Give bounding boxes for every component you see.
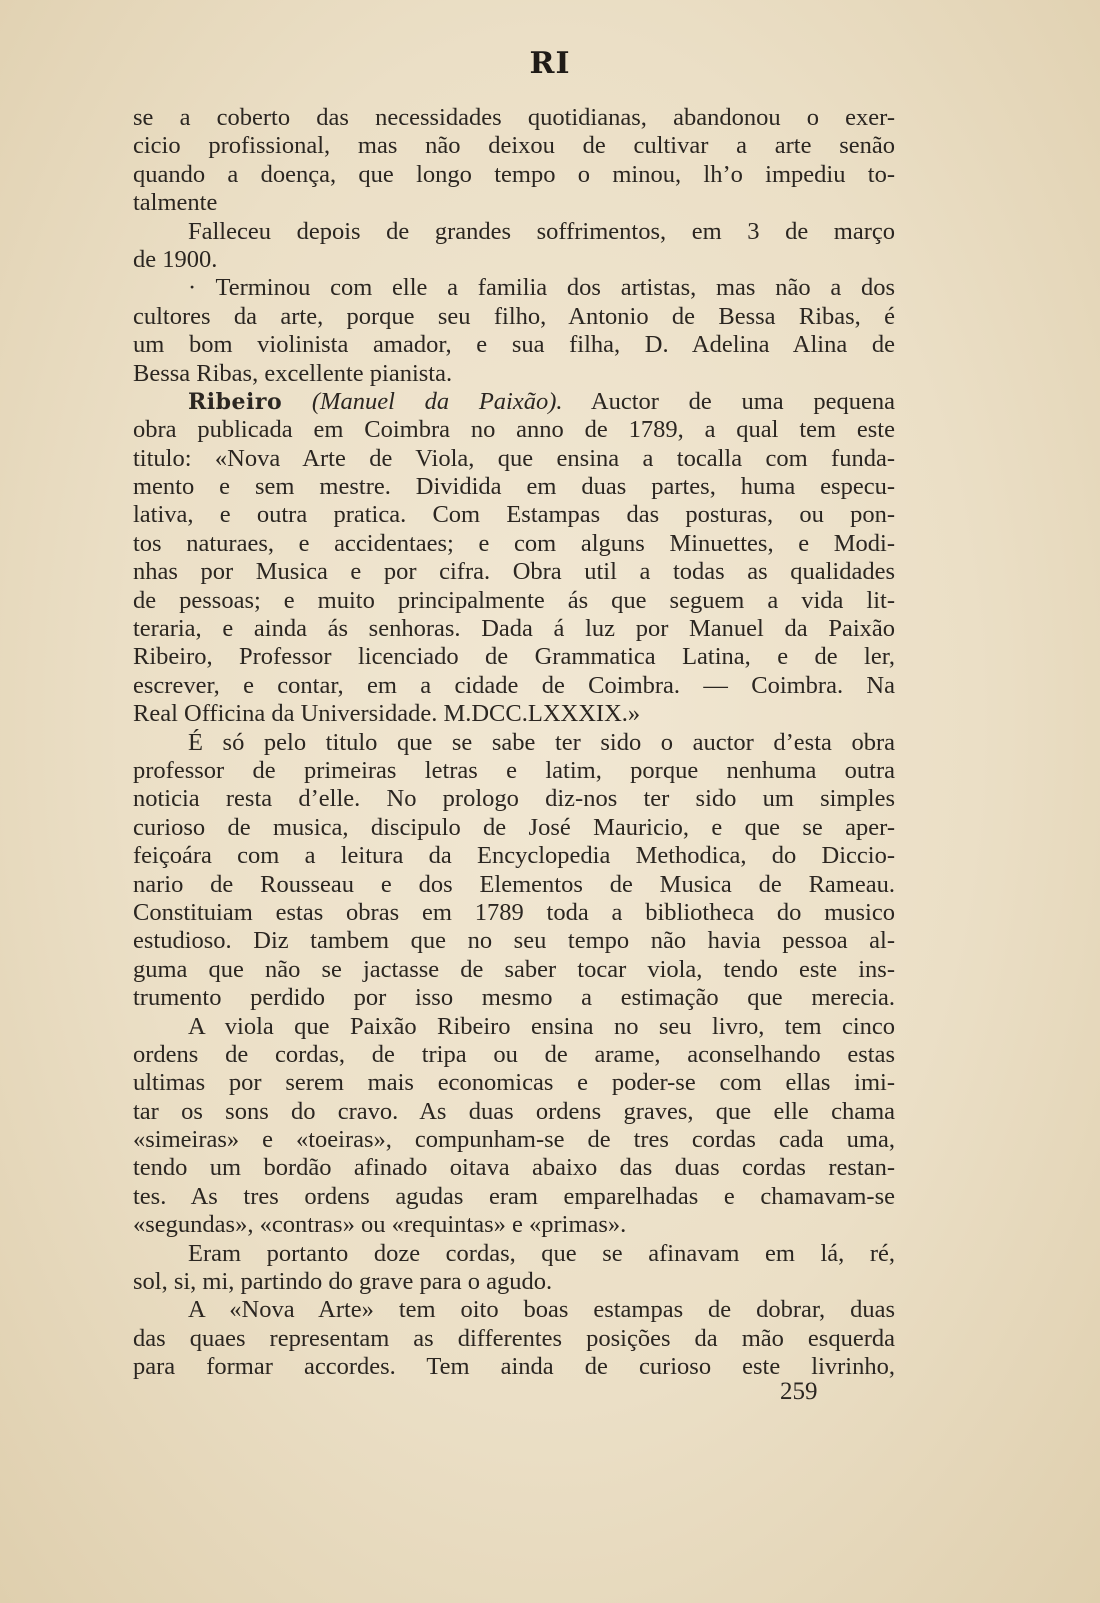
line-text: «segundas», «contras» ou «requintas» e «primas». xyxy=(133,1211,627,1239)
text-line xyxy=(133,757,895,785)
body-text xyxy=(133,104,895,1382)
text-line xyxy=(133,1325,895,1353)
line-text: teraria, e ainda ás senhoras. Dada á luz por Manuel da Paixão xyxy=(133,615,895,643)
line-text: Real Officina da Universidade. M.DCC.LXXXIX.» xyxy=(133,700,641,728)
line-text: ordens de cordas, de tripa ou de arame, aconselhando estas xyxy=(133,1040,895,1068)
line-text: de 1900. xyxy=(133,245,218,273)
line-text: trumento perdido por isso mesmo a estimação que merecia. xyxy=(133,984,895,1012)
line-text: nhas por Musica e por cifra. Obra util a todas as qualidades xyxy=(133,558,895,586)
entry-subtitle: (Manuel da Paixão). xyxy=(311,387,563,415)
line-text: se a coberto das necessidades quotidianas, abandonou o exer- xyxy=(133,104,895,131)
line-text: tes. As tres ordens agudas eram emparelhadas e chamavam-se xyxy=(133,1182,895,1210)
text-line xyxy=(133,785,895,813)
entry-headword: Ribeiro xyxy=(188,388,283,415)
line-text: escrever, e contar, em a cidade de Coimbra. — Coimbra. Na xyxy=(133,671,895,699)
text-line xyxy=(133,388,895,416)
line-text: É só pelo titulo que se sabe ter sido o auctor d’esta obra xyxy=(188,728,895,756)
line-text: guma que não se jactasse de saber tocar viola, tendo este ins- xyxy=(133,955,895,983)
line-text: lativa, e outra pratica. Com Estampas das posturas, ou pon- xyxy=(133,501,895,529)
text-line xyxy=(133,416,895,444)
line-text: tendo um bordão afinado oitava abaixo das duas cordas restan- xyxy=(133,1154,895,1182)
text-line xyxy=(133,956,895,984)
line-text: das quaes representam as differentes posições da mão esquerda xyxy=(133,1324,895,1352)
line-text: tos naturaes, e accidentaes; e com alguns Minuettes, e Modi- xyxy=(133,529,895,557)
text-line xyxy=(133,1126,895,1154)
text-line xyxy=(133,615,895,643)
line-text: talmente xyxy=(133,189,218,217)
text-line xyxy=(133,1183,895,1211)
text-line xyxy=(133,700,895,728)
line-text: «simeiras» e «toeiras», compunham-se de tres cordas cada uma, xyxy=(133,1126,895,1154)
text-line xyxy=(133,672,895,700)
page-number: 259 xyxy=(780,1378,818,1405)
line-text: A viola que Paixão Ribeiro ensina no seu livro, tem cinco xyxy=(188,1012,895,1040)
line-text: Falleceu depois de grandes soffrimentos, em 3 de março xyxy=(188,217,895,245)
text-line xyxy=(133,984,895,1012)
line-text: feiçoára com a leitura da Encyclopedia Methodica, do Diccio- xyxy=(133,842,895,870)
text-line xyxy=(133,161,895,189)
line-text: de pessoas; e muito principalmente ás que seguem a vida lit- xyxy=(133,586,895,614)
text-line xyxy=(133,1098,895,1126)
text-line xyxy=(133,927,895,955)
text-line xyxy=(133,643,895,671)
text-line xyxy=(133,587,895,615)
line-text: ultimas por serem mais economicas e poder-se com ellas imi- xyxy=(133,1069,895,1097)
text-line xyxy=(133,303,895,331)
line-text: A «Nova Arte» tem oito boas estampas de dobrar, duas xyxy=(188,1296,895,1324)
text-line xyxy=(133,1013,895,1041)
line-text: Bessa Ribas, excellente pianista. xyxy=(133,359,453,387)
line-text: estudioso. Diz tambem que no seu tempo não havia pessoa al- xyxy=(133,927,895,955)
text-line xyxy=(133,360,895,388)
line-text: Eram portanto doze cordas, que se afinavam em lá, ré, xyxy=(188,1239,895,1267)
text-line xyxy=(133,558,895,586)
text-line xyxy=(133,132,895,160)
line-text: cultores da arte, porque seu filho, Antonio de Bessa Ribas, é xyxy=(133,302,895,330)
text-line xyxy=(133,1069,895,1097)
text-line xyxy=(133,1240,895,1268)
line-text: Auctor de uma pequena xyxy=(562,387,895,415)
line-text: cicio profissional, mas não deixou de cultivar a arte senão xyxy=(133,132,895,160)
line-text: · Terminou com elle a familia dos artistas, mas não a dos xyxy=(188,274,895,302)
line-text: titulo: «Nova Arte de Viola, que ensina a tocalla com funda- xyxy=(133,444,895,472)
line-text: professor de primeiras letras e latim, porque nenhuma outra xyxy=(133,756,895,784)
text-line xyxy=(133,274,895,302)
text-line xyxy=(133,871,895,899)
text-line xyxy=(133,1041,895,1069)
line-text: obra publicada em Coimbra no anno de 1789, a qual tem este xyxy=(133,416,895,444)
running-header: RI xyxy=(529,46,571,81)
text-line xyxy=(133,473,895,501)
text-line xyxy=(133,104,895,132)
line-text: mento e sem mestre. Dividida em duas partes, huma especu- xyxy=(133,473,895,501)
text-line xyxy=(133,530,895,558)
text-line xyxy=(133,189,895,217)
line-text: tar os sons do cravo. As duas ordens graves, que elle chama xyxy=(133,1097,895,1125)
text-line xyxy=(133,246,895,274)
line-text: sol, si, mi, partindo do grave para o agudo. xyxy=(133,1268,553,1296)
text-line xyxy=(133,1296,895,1324)
line-text: um bom violinista amador, e sua filha, D. Adelina Alina de xyxy=(133,331,895,359)
text-line xyxy=(133,1211,895,1239)
text-line xyxy=(133,218,895,246)
text-line xyxy=(133,842,895,870)
text-line xyxy=(133,1154,895,1182)
line-text: para formar accordes. Tem ainda de curioso este livrinho, xyxy=(133,1353,895,1381)
text-line xyxy=(133,331,895,359)
text-line xyxy=(133,445,895,473)
text-line xyxy=(133,899,895,927)
line-text: Ribeiro, Professor licenciado de Grammatica Latina, e de ler, xyxy=(133,643,895,671)
text-line xyxy=(133,1268,895,1296)
line-text: nario de Rousseau e dos Elementos de Musica de Rameau. xyxy=(133,870,895,898)
text-line xyxy=(133,814,895,842)
line-text: Constituiam estas obras em 1789 toda a bibliotheca do musico xyxy=(133,898,895,926)
line-text: noticia resta d’elle. No prologo diz-nos ter sido um simples xyxy=(133,785,895,813)
line-text: curioso de musica, discipulo de José Mauricio, e que se aper- xyxy=(133,813,895,841)
text-line xyxy=(133,729,895,757)
line-text: quando a doença, que longo tempo o minou, lh’o impediu to- xyxy=(133,160,895,188)
text-line xyxy=(133,501,895,529)
